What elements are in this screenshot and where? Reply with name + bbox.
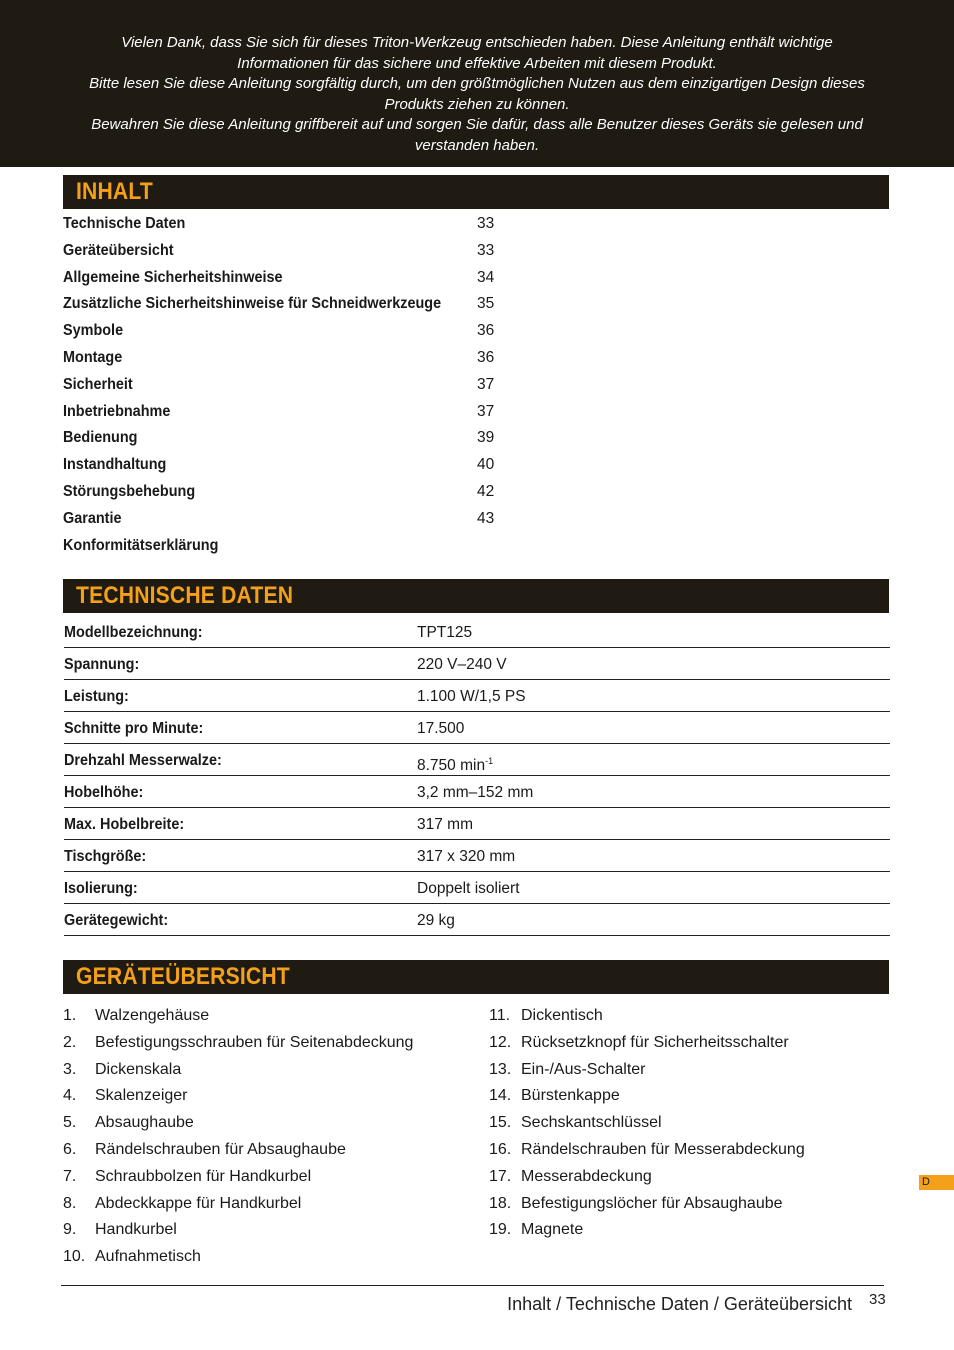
spec-value (417, 841, 515, 873)
toc-title: Konformitätserklärung (63, 536, 219, 554)
specs-heading-bar (63, 579, 889, 613)
part-number: 8. (63, 1194, 77, 1212)
toc-entry (63, 399, 563, 426)
spec-value (417, 681, 526, 713)
spec-value-text: 1.100 W/1,5 PS (417, 688, 526, 705)
overview-heading: GERÄTEÜBERSICHT (76, 963, 290, 990)
part-number: 9. (63, 1221, 77, 1239)
spec-value-text: 317 mm (417, 816, 473, 833)
spec-label: Leistung: (64, 688, 129, 705)
contents-heading-bar (63, 175, 889, 209)
overview-heading-bar (63, 960, 889, 994)
part-label: Skalenzeiger (95, 1087, 188, 1105)
part-label: Abdeckkappe für Handkurbel (95, 1194, 302, 1212)
language-tab-label: D (922, 1176, 930, 1188)
spec-value (417, 617, 472, 649)
part-label: Messerabdeckung (521, 1167, 652, 1185)
spec-value-text: 317 x 320 mm (417, 848, 516, 865)
part-label: Absaughaube (95, 1114, 194, 1132)
spec-value-text: 29 kg (417, 912, 455, 929)
part-number: 15. (489, 1114, 512, 1132)
toc-title: Geräteübersicht (63, 241, 174, 259)
toc-page: 39 (477, 429, 495, 447)
toc-title: Allgemeine Sicherheitshinweise (63, 268, 283, 286)
spec-row (64, 649, 890, 680)
part-number: 7. (63, 1167, 77, 1185)
toc-title: Bedienung (63, 429, 138, 447)
spec-value (417, 905, 455, 937)
part-number: 3. (63, 1060, 77, 1078)
toc-title: Störungsbehebung (63, 482, 196, 500)
part-label: Rändelschrauben für Messerabdeckung (521, 1140, 805, 1158)
part-number: 11. (489, 1007, 511, 1024)
toc-entry (63, 238, 563, 265)
spec-label: Schnitte pro Minute: (64, 720, 204, 737)
spec-label: Gerätegewicht: (64, 912, 169, 929)
part-number: 4. (63, 1087, 77, 1105)
spec-value (417, 713, 464, 745)
specs-table (64, 617, 890, 937)
toc-page: 42 (477, 482, 495, 500)
part-number: 10. (63, 1248, 86, 1266)
toc-entry (63, 479, 563, 506)
part-label: Ein-/Aus-Schalter (521, 1060, 646, 1078)
spec-row (64, 809, 890, 840)
spec-label: Max. Hobelbreite: (64, 816, 185, 833)
part-number: 19. (489, 1221, 512, 1239)
part-number: 13. (489, 1060, 512, 1078)
spec-value (417, 809, 473, 841)
part-number: 16. (489, 1140, 512, 1158)
footer-title: Inhalt / Technische Daten / Geräteübersicht (507, 1294, 852, 1314)
part-label: Bürstenkappe (521, 1087, 620, 1105)
language-tab (919, 1175, 954, 1190)
footer-divider (61, 1285, 884, 1286)
part-label: Handkurbel (95, 1221, 177, 1239)
part-number: 14. (489, 1087, 512, 1105)
part-number: 1. (63, 1007, 77, 1024)
part-label: Schraubbolzen für Handkurbel (95, 1167, 312, 1185)
part-label: Magnete (521, 1221, 584, 1239)
intro-paragraph: Bewahren Sie diese Anleitung griffbereit auf und sorgen Sie dafür, dass alle Benutzer dieses Geräts sie gelesen und verstanden haben. (91, 116, 863, 154)
spec-value-text: 220 V–240 V (417, 656, 507, 673)
toc-entry (63, 533, 563, 560)
toc-entry (63, 372, 563, 399)
part-label: Dickenskala (95, 1060, 182, 1078)
toc-page: 36 (477, 322, 495, 340)
toc-page: 43 (477, 509, 495, 527)
spec-value (417, 873, 520, 905)
spec-value-text: 8.750 min (417, 757, 486, 775)
page-number: 33 (869, 1291, 886, 1308)
part-label: Befestigungsschrauben für Seitenabdeckung (95, 1033, 414, 1051)
spec-label: Drehzahl Messerwalze: (64, 752, 222, 769)
part-label: Dickentisch (521, 1007, 603, 1024)
spec-row (64, 681, 890, 712)
intro-paragraph: Bitte lesen Sie diese Anleitung sorgfältig durch, um den größtmöglichen Nutzen aus dem einzigartigen Design dieses Produkts ziehen zu können. (89, 75, 865, 113)
part-label: Aufnahmetisch (95, 1248, 201, 1266)
toc-title: Zusätzliche Sicherheitshinweise für Schneidwerkzeuge (63, 295, 442, 313)
intro-paragraph: Vielen Dank, dass Sie sich für dieses Triton-Werkzeug entschieden haben. Diese Anleitung enthält wichtige Informationen für das sichere und effektive Arbeiten mit diesem Produkt. (121, 34, 833, 72)
part-label: Rändelschrauben für Absaughaube (95, 1140, 346, 1158)
spec-value-text: 3,2 mm–152 mm (417, 784, 534, 801)
part-label: Walzengehäuse (95, 1007, 210, 1024)
toc-title: Inbetriebnahme (63, 402, 171, 420)
toc-page: 35 (477, 295, 495, 313)
spec-row (64, 617, 890, 648)
part-number: 2. (63, 1033, 77, 1051)
toc-page: 40 (477, 456, 495, 474)
toc-entry (63, 425, 563, 452)
toc-page: 33 (477, 215, 495, 232)
toc-entry (63, 318, 563, 345)
contents-heading: INHALT (76, 178, 153, 205)
spec-row (64, 713, 890, 744)
spec-value-text: Doppelt isoliert (417, 880, 520, 897)
spec-label: Hobelhöhe: (64, 784, 144, 801)
toc-page: 33 (477, 241, 495, 259)
toc-entry (63, 345, 563, 372)
spec-row (64, 873, 890, 904)
toc-entry (63, 211, 563, 238)
part-number: 6. (63, 1140, 77, 1158)
part-number: 17. (489, 1167, 512, 1185)
spec-value (417, 649, 507, 681)
toc-title: Sicherheit (63, 375, 133, 393)
toc-entry (63, 265, 563, 292)
toc-title: Garantie (63, 509, 122, 527)
toc-page: 36 (477, 348, 495, 366)
spec-label: Spannung: (64, 656, 140, 673)
toc-page: 34 (477, 268, 495, 286)
toc-title: Montage (63, 348, 123, 366)
intro-banner (0, 0, 954, 167)
part-number: 5. (63, 1114, 77, 1132)
spec-label: Modellbezeichnung: (64, 624, 203, 641)
part-label: Befestigungslöcher für Absaughaube (521, 1194, 783, 1212)
spec-label: Tischgröße: (64, 848, 147, 865)
spec-value-text: 17.500 (417, 720, 465, 737)
toc-page: 37 (477, 375, 495, 393)
spec-value-superscript: -1 (485, 756, 494, 766)
spec-row (64, 777, 890, 808)
spec-value-text: TPT125 (417, 624, 473, 641)
toc-title: Instandhaltung (63, 456, 167, 474)
spec-label: Isolierung: (64, 880, 138, 897)
part-number: 12. (489, 1033, 512, 1051)
toc-title: Symbole (63, 322, 124, 340)
spec-value (417, 777, 533, 809)
toc-entry (63, 452, 563, 479)
part-label: Sechskantschlüssel (521, 1114, 662, 1132)
toc-page: 37 (477, 402, 495, 420)
toc-entry (63, 506, 563, 533)
specs-heading: TECHNISCHE DATEN (76, 582, 294, 609)
table-of-contents (63, 211, 563, 559)
toc-title: Technische Daten (63, 215, 186, 232)
spec-row (64, 841, 890, 872)
spec-row (64, 905, 890, 936)
spec-row (64, 745, 890, 776)
part-number: 18. (489, 1194, 512, 1212)
part-label: Rücksetzknopf für Sicherheitsschalter (521, 1033, 789, 1051)
toc-entry (63, 291, 563, 318)
